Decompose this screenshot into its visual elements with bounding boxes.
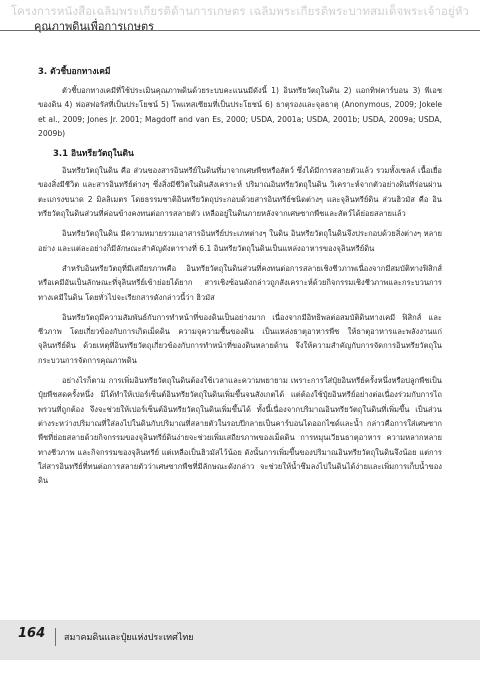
main-content (38, 64, 442, 488)
publisher-name: สมาคมดินและปุ๋ยแห่งประเทศไทย (64, 633, 194, 643)
footer-divider (55, 628, 56, 646)
running-header-title: โครงการหนังสือเฉลิมพระเกียรติด้านการเกษตร เฉลิมพระเกียรติพระบาทสมเด็จพระเจ้าอยู่หัว (10, 4, 470, 18)
page-number: 164 (18, 626, 46, 641)
page-header (0, 0, 480, 31)
section-intro-paragraph: ตัวชี้บอกทางเคมีที่ใช้ประเมินคุณภาพดินด้วยระบบคะแนนมีดังนี้ 1) อินทรียวัตถุในดิน 2) แอกทิฟคาร์บอน 3) พีเอชของดิน 4) ฟอสฟอรัสที่เป็นประโยชน์ 5) โพแทสเซียมที่เป็นประโยชน์ 6) ธาตุรองและจุลธาตุ (Anonymous, 2009; Jokele et al., 2009; Jones Jr. 2001; Magdoff and van Es, 2000; USDA, 2001a; USDA, 2001b; USDA, 2009a; USDA, 2009b) (38, 86, 442, 138)
body-paragraph-4: อินทรียวัตถุมีความสัมพันธ์กับการทำหน้าที่ของดินเป็นอย่างมาก เนื่องจากมีอิทธิพลต่อสมบัติดินทางเคมี ฟิสิกส์ และชีวภาพ โดยเกี่ยวข้องกับการเกิดเม็ดดิน ความจุความชื้นของดิน เป็นแหล่งธาตุอาหารพืช ให้ธาตุอาหารและพลังงานแก่จุลินทรีย์ดิน ด้วยเหตุที่อินทรียวัตถุเกี่ยวข้องกับการทำหน้าที่ของดินหลายด้าน จึงให้ความสำคัญกับการจัดการอินทรียวัตถุในกระบวนการจัดการคุณภาพดิน (38, 312, 442, 365)
body-paragraph-1: อินทรียวัตถุในดิน คือ ส่วนของสารอินทรีย์ในดินที่มาจากเศษพืชหรือสัตว์ ซึ่งได้มีการสลายตัวแล้ว รวมทั้งเซลล์ เนื้อเยื่อของสิ่งมีชีวิต และสารอินทรีย์ต่างๆ ซึ่งสิ่งมีชีวิตในดินสังเคราะห์ ปริมาณอินทรียวัตถุในดิน วิเคราะห์จากตัวอย่างดินที่ร่อนผ่านตะแกรงขนาด 2 มิลลิเมตร โดยธรรมชาติอินทรียวัตถุประกอบด้วยสารอินทรีย์ชนิดต่างๆ และจุลินทรีย์ดิน ส่วนฮิวมัส คือ อินทรียวัตถุในดินส่วนที่ค่อนข้างคงทนต่อการสลายตัว เหลืออยู่ในดินภายหลังจากเศษซากพืชและสัตว์ได้ย่อยสลายแล้ว (38, 166, 442, 219)
chapter-title: คุณภาพดินเพื่อการเกษตร (34, 20, 154, 33)
body-paragraph-3: สำหรับอินทรียวัตถุที่มีเสถียรภาพคือ อินทรียวัตถุในดินส่วนที่คงทนต่อการสลายเชิงชีวภาพเนื่องจากมีสมบัติทางฟิสิกส์หรือเคมีอันเป็นลักษณะที่จุลินทรีย์เข้าย่อยได้ยาก สารเชิงซ้อนดังกล่าวถูกสังเคราะห์ด้วยกิจกรรมเชิงชีวภาพและกระบวนการทางเคมีในดิน โดยทั่วไปจะเรียกสารดังกล่าวนี้ว่า ฮิวมัส (38, 263, 442, 302)
body-paragraph-5: อย่างไรก็ตาม การเพิ่มอินทรียวัตถุในดินต้องใช้เวลาและความพยายาม เพราะการใส่ปุ๋ยอินทรีย์ครั้งหนึ่งหรือปลูกพืชเป็นปุ๋ยพืชสดครั้งหนึ่ง มิได้ทำให้เปอร์เซ็นต์อินทรียวัตถุในดินเพิ่มขึ้นจนสังเกตได้ แต่ต้องใช้ปุ๋ยอินทรีย์อย่างต่อเนื่องร่วมกับการไถพรวนที่ถูกต้อง จึงจะช่วยให้เปอร์เซ็นต์อินทรียวัตถุในดินเพิ่มขึ้นได้ ทั้งนี้เนื่องจากปริมาณอินทรียวัตถุในดินที่เพิ่มขึ้น เป็นส่วนต่างระหว่างปริมาณที่ใส่ลงไปในดินกับปริมาณที่สลายตัวในรอบปีกลายเป็นคาร์บอนไดออกไซด์และน้ำ กล่าวคือการใส่เศษซากพืชที่ย่อยสลายด้วยกิจกรรมของจุลินทรีย์ดินง่ายจะช่วยเพิ่มเสถียรภาพของเม็ดดิน การหมุนเวียนธาตุอาหาร ความหลากหลายทางชีวภาพ และกิจกรรมของจุลินทรีย์ แต่เหลือเป็นฮิวมัสไว้น้อย ดังนั้นการเพิ่มขึ้นของปริมาณอินทรียวัตถุในดินจึงน้อย แต่การใส่สารอินทรีย์ที่ทนต่อการสลายตัวว่าเศษซากพืชที่มีลักษณะดังกล่าว จะช่วยให้น้ำซึมลงไปในดินได้ง่ายและเพิ่มการเก็บน้ำของดิน (38, 376, 442, 486)
body-paragraph-2: อินทรียวัตถุในดิน มีความหมายรวมเอาสารอินทรีย์ประเภทต่างๆ ในดิน อินทรียวัตถุในดินจึงประกอบด้วยสิ่งต่างๆ หลายอย่าง และแต่ละอย่างก็มีลักษณะสำคัญดังตารางที่ 6.1 อินทรียวัตถุในดินเป็นแหล่งอาหารของจุลินทรีย์ดิน (38, 229, 442, 253)
subsection-heading: 3.1 อินทรียวัตถุในดิน (53, 149, 134, 160)
section-heading: 3. ตัวชี้บอกทางเคมี (38, 67, 111, 77)
